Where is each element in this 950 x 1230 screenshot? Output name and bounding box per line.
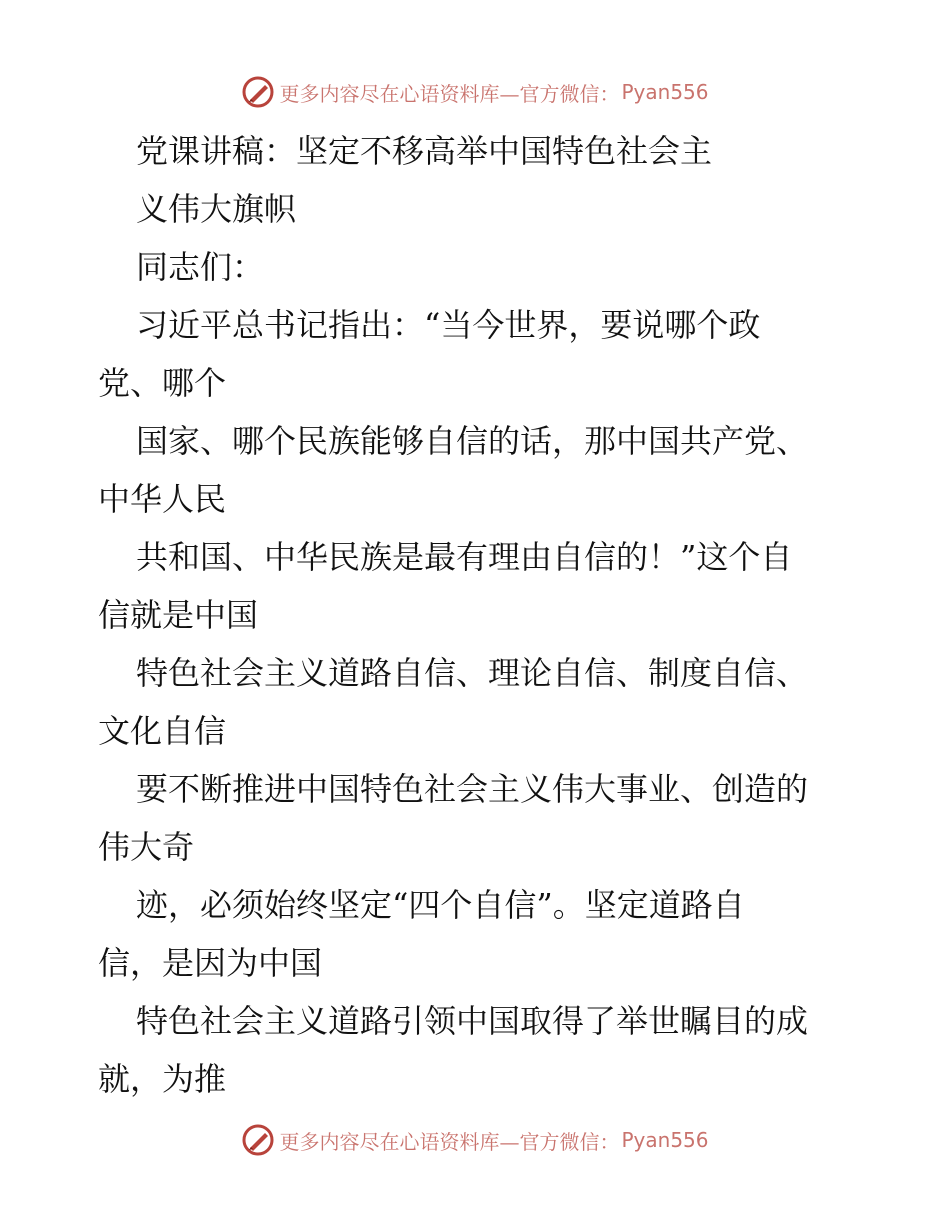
pen-logo-icon [241,1123,275,1157]
text-line: 党、哪个 [98,364,227,402]
text-line: 信就是中国 [98,596,259,634]
document-body [98,122,868,1108]
header-watermark [0,72,950,112]
watermark-handle: Pyan556 [621,80,709,104]
text-line: 迹，必须始终坚定“四个自信”。坚定道路自 [136,886,745,924]
text-line: 同志们： [136,248,265,286]
watermark-handle: Pyan556 [621,1128,709,1152]
watermark-text: 更多内容尽在心语资料库—官方微信： [279,1129,620,1154]
text-line: 信，是因为中国 [98,944,323,982]
text-line: 特色社会主义道路引领中国取得了举世瞩目的成 [136,1002,809,1040]
text-line: 国家、哪个民族能够自信的话，那中国共产党、 [136,422,809,460]
text-line: 伟大奇 [98,828,195,866]
text-line: 文化自信 [98,712,227,750]
pen-logo-icon [241,75,275,109]
watermark-text: 更多内容尽在心语资料库—官方微信： [279,81,620,106]
text-line: 义伟大旗帜 [136,190,297,228]
text-line: 习近平总书记指出：“当今世界，要说哪个政 [136,306,761,344]
text-line: 党课讲稿：坚定不移高举中国特色社会主 [136,132,713,170]
text-line: 就，为推 [98,1060,227,1098]
text-line: 中华人民 [98,480,227,518]
text-line: 共和国、中华民族是最有理由自信的！”这个自 [136,538,793,576]
footer-watermark [0,1120,950,1160]
text-line: 要不断推进中国特色社会主义伟大事业、创造的 [136,770,809,808]
text-line: 特色社会主义道路自信、理论自信、制度自信、 [136,654,809,692]
